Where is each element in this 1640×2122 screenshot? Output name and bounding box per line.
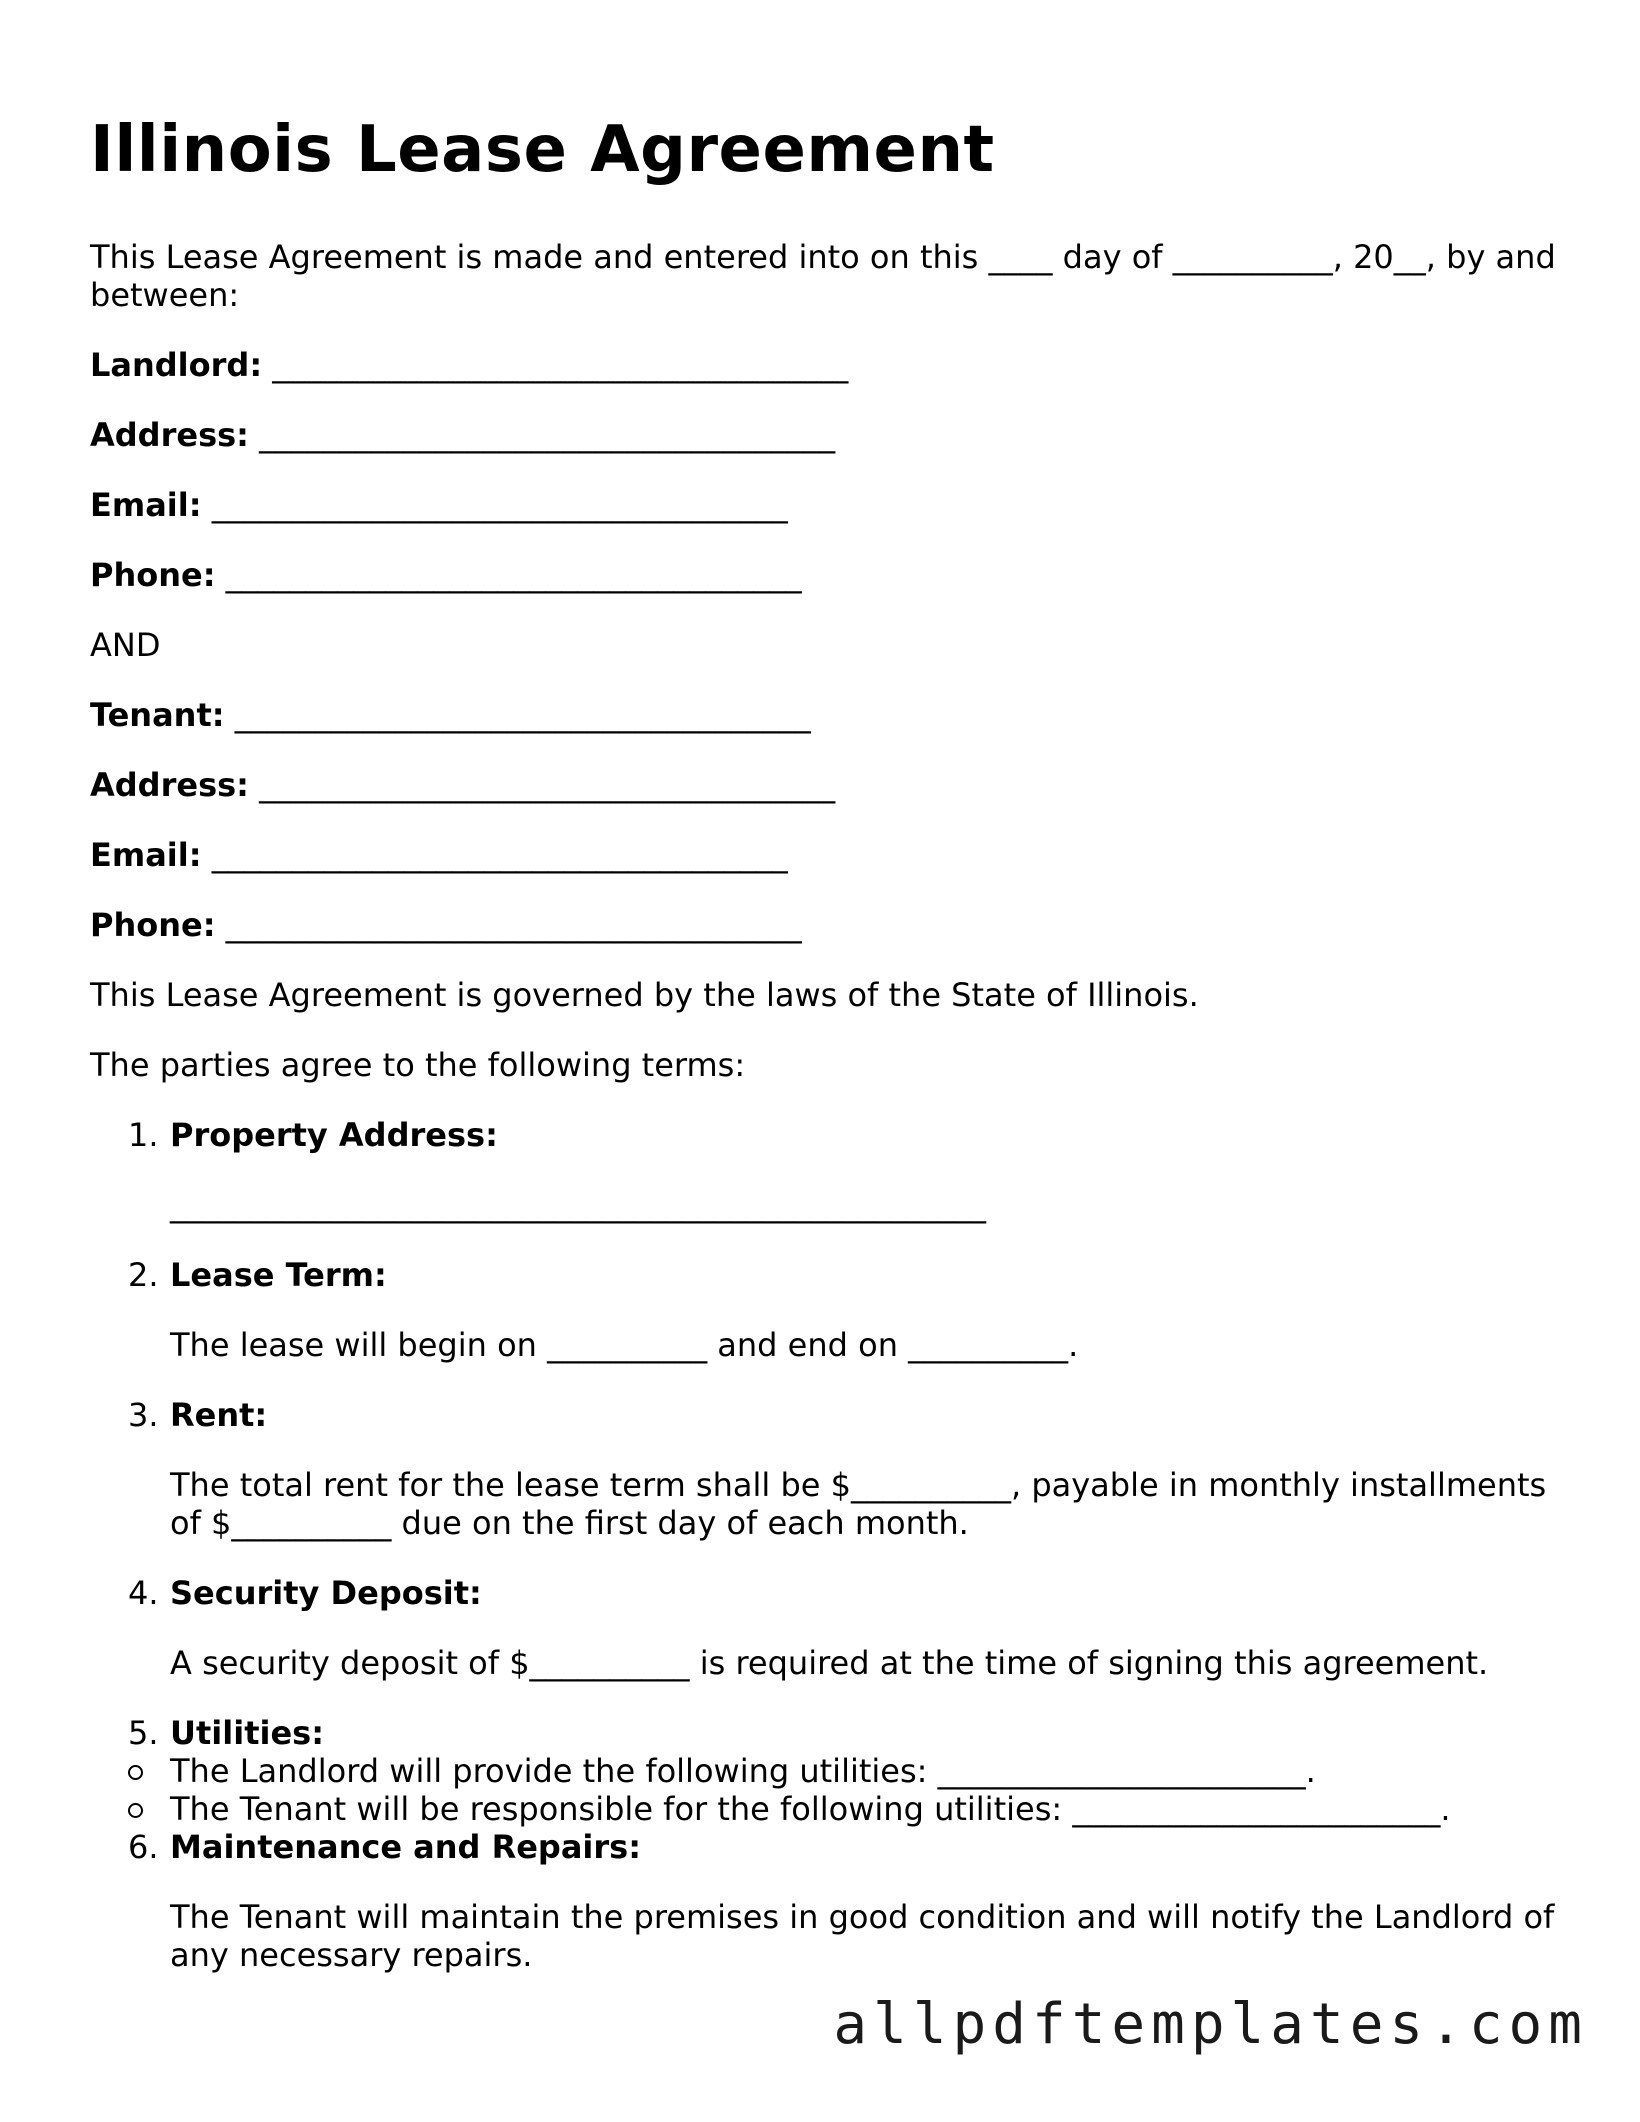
- term-body: The lease will begin on __________ and end on __________.: [170, 1326, 1079, 1364]
- term-rent: [90, 1396, 1560, 1542]
- tenant-phone-field: [90, 906, 1560, 944]
- document-page: [90, 110, 1560, 2006]
- governing-law: This Lease Agreement is governed by the laws of the State of Illinois.: [90, 976, 1199, 1014]
- term-number: 5.: [128, 1714, 159, 1752]
- property-address-blank[interactable]: ___________________________________________________: [170, 1186, 986, 1224]
- landlord-name-field: [90, 346, 1560, 384]
- term-lease-term: [90, 1256, 1560, 1364]
- term-heading: Security Deposit:: [170, 1574, 482, 1612]
- tenant-email-field: [90, 836, 1560, 874]
- intro-paragraph: This Lease Agreement is made and entered into on this ____ day of __________, 20__, by and between:: [90, 238, 1556, 314]
- term-body: A security deposit of $__________ is required at the time of signing this agreement.: [170, 1644, 1489, 1682]
- tenant-name-field: [90, 696, 1560, 734]
- landlord-phone-field: [90, 556, 1560, 594]
- field-label: Address:: [90, 416, 249, 454]
- field-label: Address:: [90, 766, 249, 804]
- term-number: 6.: [128, 1828, 159, 1866]
- tenant-address-field: [90, 766, 1560, 804]
- term-heading: Lease Term:: [170, 1256, 387, 1294]
- landlord-address-field: [90, 416, 1560, 454]
- and-separator: AND: [90, 626, 161, 664]
- tenant-email-blank[interactable]: ____________________________________: [211, 836, 788, 874]
- term-heading: Utilities:: [170, 1714, 324, 1752]
- field-label: Email:: [90, 836, 202, 874]
- term-body: The Tenant will maintain the premises in good condition and will notify the Landlord of any necessary repairs.: [170, 1898, 1555, 1974]
- field-label: Phone:: [90, 906, 216, 944]
- terms-intro: The parties agree to the following terms:: [90, 1046, 746, 1084]
- list-item: The Landlord will provide the following utilities: _______________________.: [90, 1752, 1560, 1790]
- field-label: Landlord:: [90, 346, 263, 384]
- term-heading: Property Address:: [170, 1116, 498, 1154]
- term-maintenance: [90, 1828, 1560, 1974]
- document-title: Illinois Lease Agreement: [90, 113, 995, 187]
- field-label: Tenant:: [90, 696, 225, 734]
- term-number: 4.: [128, 1574, 159, 1612]
- tenant-name-blank[interactable]: ____________________________________: [234, 696, 811, 734]
- term-number: 2.: [128, 1256, 159, 1294]
- field-label: Email:: [90, 486, 202, 524]
- term-heading: Rent:: [170, 1396, 268, 1434]
- term-number: 3.: [128, 1396, 159, 1434]
- field-label: Phone:: [90, 556, 216, 594]
- term-property-address: [90, 1116, 1560, 1224]
- landlord-email-field: [90, 486, 1560, 524]
- term-number: 1.: [128, 1116, 159, 1154]
- list-item: The Tenant will be responsible for the following utilities: _______________________.: [90, 1790, 1560, 1828]
- landlord-email-blank[interactable]: ____________________________________: [211, 486, 788, 524]
- utilities-list: [90, 1752, 1560, 1828]
- landlord-name-blank[interactable]: ____________________________________: [272, 346, 849, 384]
- term-security-deposit: [90, 1574, 1560, 1682]
- tenant-phone-blank[interactable]: ____________________________________: [225, 906, 802, 944]
- term-heading: Maintenance and Repairs:: [170, 1828, 642, 1866]
- terms-list: [90, 1116, 1560, 1974]
- watermark: allpdftemplates.com: [833, 1992, 1588, 2057]
- term-utilities: [90, 1714, 1560, 1828]
- tenant-address-blank[interactable]: ____________________________________: [259, 766, 836, 804]
- term-body: The total rent for the lease term shall be $__________, payable in monthly installments of $__________ due on the first day of each month.: [170, 1466, 1547, 1542]
- landlord-address-blank[interactable]: ____________________________________: [259, 416, 836, 454]
- landlord-phone-blank[interactable]: ____________________________________: [225, 556, 802, 594]
